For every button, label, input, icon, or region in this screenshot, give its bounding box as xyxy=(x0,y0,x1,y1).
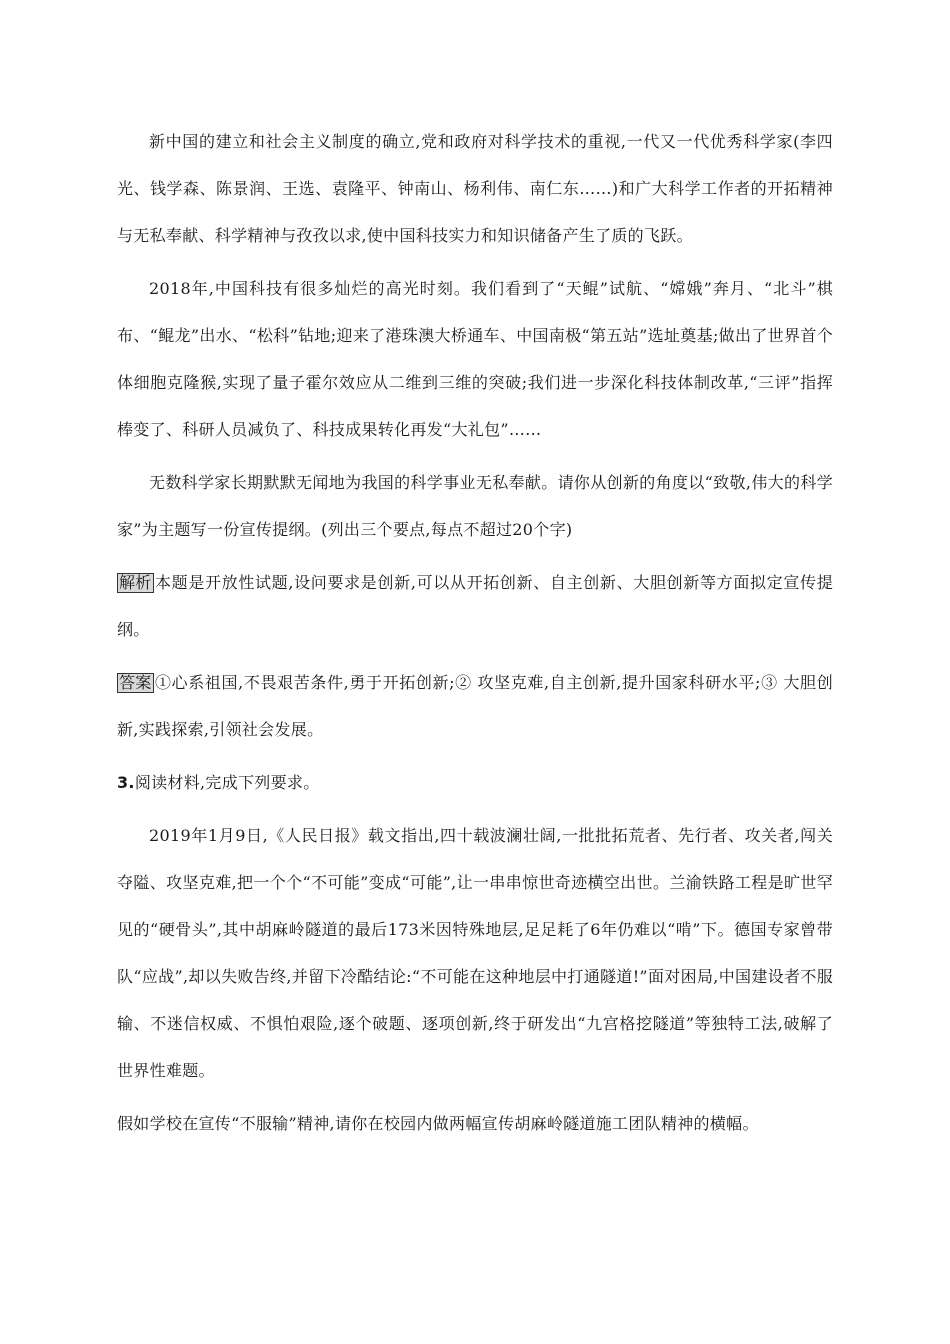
analysis-block xyxy=(117,559,833,653)
question-3-heading xyxy=(117,759,833,806)
material-paragraph-2: 2018年,中国科技有很多灿烂的高光时刻。我们看到了“天鲲”试航、“嫦娥”奔月、“北斗”棋布、“鲲龙”出水、“松科”钻地;迎来了港珠澳大桥通车、中国南极“第五站”选址奠基;做出了世界首个体细胞克隆猴,实现了量子霍尔效应从二维到三维的突破;我们进一步深化科技体制改革,“三评”指挥棒变了、科研人员减负了、科技成果转化再发“大礼包”…… xyxy=(117,279,833,439)
question-number: 3. xyxy=(117,773,135,792)
question-3-text: 阅读材料,完成下列要求。 xyxy=(134,773,320,792)
analysis-text: 本题是开放性试题,设问要求是创新,可以从开拓创新、自主创新、大胆创新等方面拟定宣传提纲。 xyxy=(117,573,833,639)
question-3-prompt: 假如学校在宣传“不服输”精神,请你在校园内做两幅宣传胡麻岭隧道施工团队精神的横幅。 xyxy=(117,1114,759,1133)
answer-tag: 答案 xyxy=(119,673,152,692)
answer-text: ①心系祖国,不畏艰苦条件,勇于开拓创新;② 攻坚克难,自主创新,提升国家科研水平;③ 大胆创新,实践探索,引领社会发展。 xyxy=(117,673,833,739)
material-paragraph-1: 新中国的建立和社会主义制度的确立,党和政府对科学技术的重视,一代又一代优秀科学家(李四光、钱学森、陈景润、王选、袁隆平、钟南山、杨利伟、南仁东……)和广大科学工作者的开拓精神与无私奉献、科学精神与孜孜以求,使中国科技实力和知识储备产生了质的飞跃。 xyxy=(117,132,833,245)
analysis-tag: 解析 xyxy=(119,573,152,592)
question-3-material: 2019年1月9日,《人民日报》载文指出,四十载波澜壮阔,一批批拓荒者、先行者、攻关者,闯关夺隘、攻坚克难,把一个个“不可能”变成“可能”,让一串串惊世奇迹横空出世。兰渝铁路工程是旷世罕见的“硬骨头”,其中胡麻岭隧道的最后173米因特殊地层,足足耗了6年仍难以“啃”下。德国专家曾带队“应战”,却以失败告终,并留下冷酷结论:“不可能在这种地层中打通隧道!”面对困局,中国建设者不服输、不迷信权威、不惧怕艰险,逐个破题、逐项创新,终于研发出“九宫格挖隧道”等独特工法,破解了世界性难题。 xyxy=(117,826,833,1080)
question-prompt: 无数科学家长期默默无闻地为我国的科学事业无私奉献。请你从创新的角度以“致敬,伟大的科学家”为主题写一份宣传提纲。(列出三个要点,每点不超过20个字) xyxy=(117,473,833,539)
document-page xyxy=(117,118,833,1153)
answer-block xyxy=(117,659,833,753)
